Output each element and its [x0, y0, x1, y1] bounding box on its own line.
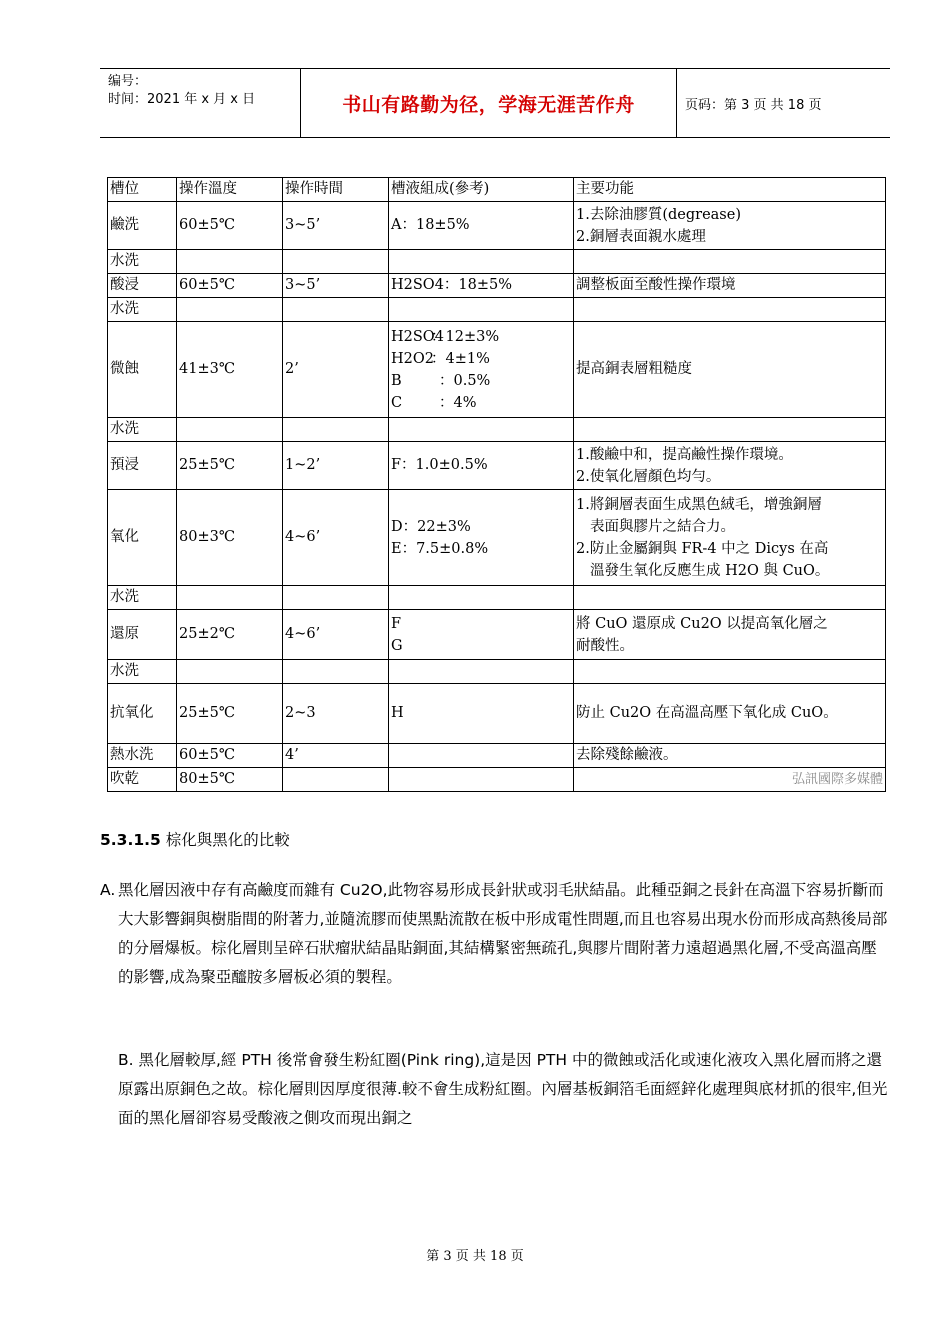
temp-cell [177, 298, 283, 322]
func-cell [574, 202, 886, 250]
comp-cell [389, 322, 574, 418]
comp-cell [389, 490, 574, 586]
paragraph-a [100, 876, 890, 992]
header-page-label: 页码：第 3 页 共 18 页 [685, 97, 822, 113]
time-cell [283, 250, 389, 274]
time-cell [283, 418, 389, 442]
comp-line: E：7.5±0.8% [391, 540, 489, 557]
time-cell: 4~6’ [283, 610, 389, 660]
table-row [108, 768, 886, 792]
table-row [108, 202, 886, 250]
func-cell: 去除殘餘鹼液。 [574, 744, 886, 768]
column-header: 槽位 [108, 178, 177, 202]
func-cell: 調整板面至酸性操作環境 [574, 274, 886, 298]
slot-cell: 抗氧化 [108, 684, 177, 744]
column-header: 操作時間 [283, 178, 389, 202]
time-cell: 2’ [283, 322, 389, 418]
func-cell [574, 250, 886, 274]
paragraph-b-text: B. 黑化層較厚,經 PTH 後常會發生粉紅圈(Pink ring),這是因 PTH 中的微蝕或活化或速化液攻入黑化層而將之還原露出原銅色之故。棕化層則因厚度很薄.較不會生成粉紅圈。內層基板銅箔毛面經鋅化處理與底材抓的很牢,但光面的黑化層卻容易受酸液之側攻而現出銅之 [118, 1051, 888, 1127]
table-row [108, 744, 886, 768]
comp-cell [389, 610, 574, 660]
process-table [107, 177, 886, 792]
table-row [108, 322, 886, 418]
comp-cell [389, 298, 574, 322]
func-line: 溫發生氧化反應生成 H2O 與 CuO。 [590, 562, 830, 579]
time-cell [283, 660, 389, 684]
page-header [100, 68, 890, 138]
temp-cell [177, 250, 283, 274]
slot-cell: 還原 [108, 610, 177, 660]
temp-cell [177, 586, 283, 610]
temp-cell: 60±5℃ [177, 202, 283, 250]
table-row [108, 586, 886, 610]
comp-cell: H [389, 684, 574, 744]
func-line: 2.銅層表面親水處理 [576, 228, 706, 245]
comp-cell: H2SO4：18±5% [389, 274, 574, 298]
time-cell [283, 586, 389, 610]
time-label: 时间：2021 年 x 月 x 日 [108, 92, 256, 107]
func-cell [574, 610, 886, 660]
temp-cell [177, 660, 283, 684]
table-header-row [108, 178, 886, 202]
func-cell [574, 298, 886, 322]
comp-line [391, 370, 571, 392]
number-label: 编号： [108, 74, 148, 89]
func-line: 2.使氧化層顏色均勻。 [576, 468, 721, 485]
temp-cell: 25±2℃ [177, 610, 283, 660]
comp-line [391, 348, 571, 370]
section-title: 棕化與黑化的比較 [165, 831, 290, 849]
temp-cell: 80±5℃ [177, 768, 283, 792]
func-cell [574, 442, 886, 490]
func-cell [574, 660, 886, 684]
func-line: 1.去除油膠質(degrease) [576, 206, 741, 223]
column-header: 主要功能 [574, 178, 886, 202]
func-line: 2.防止金屬銅與 FR-4 中之 Dicys 在高 [576, 540, 829, 557]
page-footer: 第 3 页 共 18 页 [426, 1249, 524, 1264]
comp-cell [389, 586, 574, 610]
column-header: 操作溫度 [177, 178, 283, 202]
func-line: 將 CuO 還原成 Cu2O 以提高氧化層之 [576, 615, 828, 632]
comp-cell [389, 250, 574, 274]
slot-cell: 水洗 [108, 586, 177, 610]
func-line: 1.將銅層表面生成黑色絨毛，增強銅層 [576, 496, 822, 513]
time-cell: 2~3 [283, 684, 389, 744]
section-number: 5.3.1.5 [100, 831, 161, 849]
comp-key: C [391, 394, 403, 411]
temp-cell: 25±5℃ [177, 442, 283, 490]
slot-cell: 水洗 [108, 298, 177, 322]
time-cell: 4~6’ [283, 490, 389, 586]
comp-line: D：22±3% [391, 518, 471, 535]
temp-cell: 60±5℃ [177, 274, 283, 298]
func-line: 表面與膠片之結合力。 [590, 518, 735, 535]
table-row [108, 418, 886, 442]
paragraph-a-text: 黑化層因液中存有高鹼度而雜有 Cu2O,此物容易形成長針狀或羽毛狀結晶。此種亞銅之長針在高溫下容易折斷而大大影響銅與樹脂間的附著力,並隨流膠而使黑點流散在板中形成電性問題,而且也容易出現水份而形成高熱後局部的分層爆板。棕化層則呈碎石狀瘤狀結晶貼銅面,其結構緊密無疏孔,與膠片間附著力遠超過黑化層,不受高溫高壓的影響,成為聚亞醯胺多層板必須的製程。 [118, 881, 888, 986]
time-cell: 4’ [283, 744, 389, 768]
comp-cell [389, 768, 574, 792]
table-row [108, 660, 886, 684]
temp-cell: 41±3℃ [177, 322, 283, 418]
comp-line [391, 392, 571, 414]
temp-cell: 25±5℃ [177, 684, 283, 744]
table-row [108, 442, 886, 490]
paragraph-a-label: A. [100, 881, 116, 899]
temp-cell [177, 418, 283, 442]
table-row [108, 250, 886, 274]
header-meta [100, 69, 301, 137]
slot-cell: 水洗 [108, 250, 177, 274]
comp-line [391, 326, 571, 348]
slot-cell: 水洗 [108, 418, 177, 442]
comp-cell [389, 744, 574, 768]
table-row [108, 684, 886, 744]
table-row [108, 610, 886, 660]
func-cell [574, 418, 886, 442]
slot-cell: 氧化 [108, 490, 177, 586]
time-cell [283, 768, 389, 792]
comp-key: B [391, 372, 402, 389]
column-header: 槽液組成(參考) [389, 178, 574, 202]
slot-cell: 吹乾 [108, 768, 177, 792]
func-cell: 防止 Cu2O 在高溫高壓下氧化成 CuO。 [574, 684, 886, 744]
time-cell: 3~5’ [283, 202, 389, 250]
time-cell [283, 298, 389, 322]
slot-cell: 熱水洗 [108, 744, 177, 768]
comp-key: H2O2 [391, 350, 434, 367]
comp-value: ：12±3% [431, 328, 500, 345]
comp-cell [389, 418, 574, 442]
slot-cell: 微蝕 [108, 322, 177, 418]
temp-cell: 80±3℃ [177, 490, 283, 586]
slot-cell: 水洗 [108, 660, 177, 684]
comp-value: ：4% [439, 394, 477, 411]
func-cell [574, 586, 886, 610]
func-line: 1.酸鹼中和，提高鹼性操作環境。 [576, 446, 793, 463]
comp-cell [389, 660, 574, 684]
func-cell: 提高銅表層粗糙度 [574, 322, 886, 418]
comp-cell: A：18±5% [389, 202, 574, 250]
time-cell: 1~2’ [283, 442, 389, 490]
comp-value: ：0.5% [439, 372, 491, 389]
table-row [108, 298, 886, 322]
temp-cell: 60±5℃ [177, 744, 283, 768]
time-cell: 3~5’ [283, 274, 389, 298]
slot-cell: 鹼洗 [108, 202, 177, 250]
func-cell [574, 490, 886, 586]
comp-value: ：4±1% [431, 350, 490, 367]
section-heading [100, 828, 290, 850]
comp-line: F [391, 615, 402, 632]
table-row [108, 274, 886, 298]
comp-line: G [391, 637, 403, 654]
comp-cell: F：1.0±0.5% [389, 442, 574, 490]
header-slogan: 书山有路勤为径，学海无涯苦作舟 [301, 69, 677, 137]
table-row [108, 490, 886, 586]
watermark-text: 弘訊國際多媒體 [574, 768, 886, 792]
comp-key: H2SO4 [391, 328, 444, 345]
slot-cell: 酸浸 [108, 274, 177, 298]
slot-cell: 預浸 [108, 442, 177, 490]
func-line: 耐酸性。 [576, 637, 634, 654]
